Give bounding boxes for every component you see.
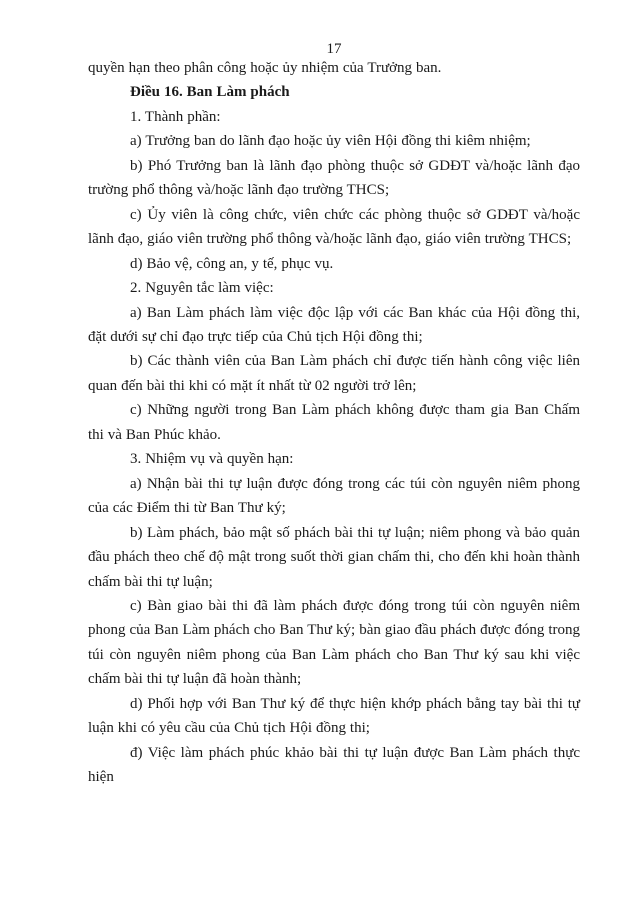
paragraph: d) Phối hợp với Ban Thư ký để thực hiện khớp phách bằng tay bài thi tự luận khi có yêu cầu của Chủ tịch Hội đồng thi; [88, 695, 580, 737]
paragraph: 2. Nguyên tắc làm việc: [130, 280, 274, 297]
paragraph: c) Ủy viên là công chức, viên chức các phòng thuộc sở GDĐT và/hoặc lãnh đạo, giáo viên trường phổ thông và/hoặc lãnh đạo, giáo viên trường THCS; [88, 206, 580, 248]
paragraph: đ) Việc làm phách phúc khảo bài thi tự luận được Ban Làm phách thực hiện [88, 744, 580, 786]
page-number: 17 [326, 41, 342, 57]
paragraph: a) Trưởng ban do lãnh đạo hoặc ủy viên Hội đồng thi kiêm nhiệm; [130, 133, 531, 150]
paragraph: 1. Thành phần: [130, 108, 221, 125]
paragraph: quyền hạn theo phân công hoặc ủy nhiệm của Trưởng ban. [88, 60, 442, 76]
paragraph: a) Ban Làm phách làm việc độc lập với các Ban khác của Hội đồng thi, đặt dưới sự chỉ đạo trực tiếp của Chủ tịch Hội đồng thi; [88, 304, 580, 345]
article-heading: Điều 16. Ban Làm phách [130, 84, 290, 101]
paragraph: c) Bàn giao bài thi đã làm phách được đóng trong túi còn nguyên niêm phong của Ban Làm phách cho Ban Thư ký; bàn giao đầu phách được đóng trong túi còn nguyên niêm phong của Ban Làm phách cho Ban Thư ký sau khi việc chấm bài thi tự luận đã hoàn thành; [88, 597, 580, 688]
paragraph: d) Bảo vệ, công an, y tế, phục vụ. [130, 255, 334, 272]
text-block [88, 56, 580, 790]
paragraph: b) Làm phách, bảo mật số phách bài thi tự luận; niêm phong và bảo quản đầu phách theo chế độ mật trong suốt thời gian chấm thi, cho đến khi hoàn thành chấm bài thi tự luận; [88, 524, 580, 590]
paragraph: b) Phó Trưởng ban là lãnh đạo phòng thuộc sở GDĐT và/hoặc lãnh đạo trường phổ thông và/hoặc lãnh đạo trường THCS; [88, 157, 580, 199]
paragraph: c) Những người trong Ban Làm phách không được tham gia Ban Chấm thi và Ban Phúc khảo. [88, 402, 580, 443]
paragraph: b) Các thành viên của Ban Làm phách chỉ được tiến hành công việc liên quan đến bài thi khi có mặt ít nhất từ 02 người trở lên; [88, 353, 580, 394]
paragraph: a) Nhận bài thi tự luận được đóng trong các túi còn nguyên niêm phong của các Điểm thi từ Ban Thư ký; [88, 475, 580, 517]
paragraph: 3. Nhiệm vụ và quyền hạn: [130, 451, 294, 468]
